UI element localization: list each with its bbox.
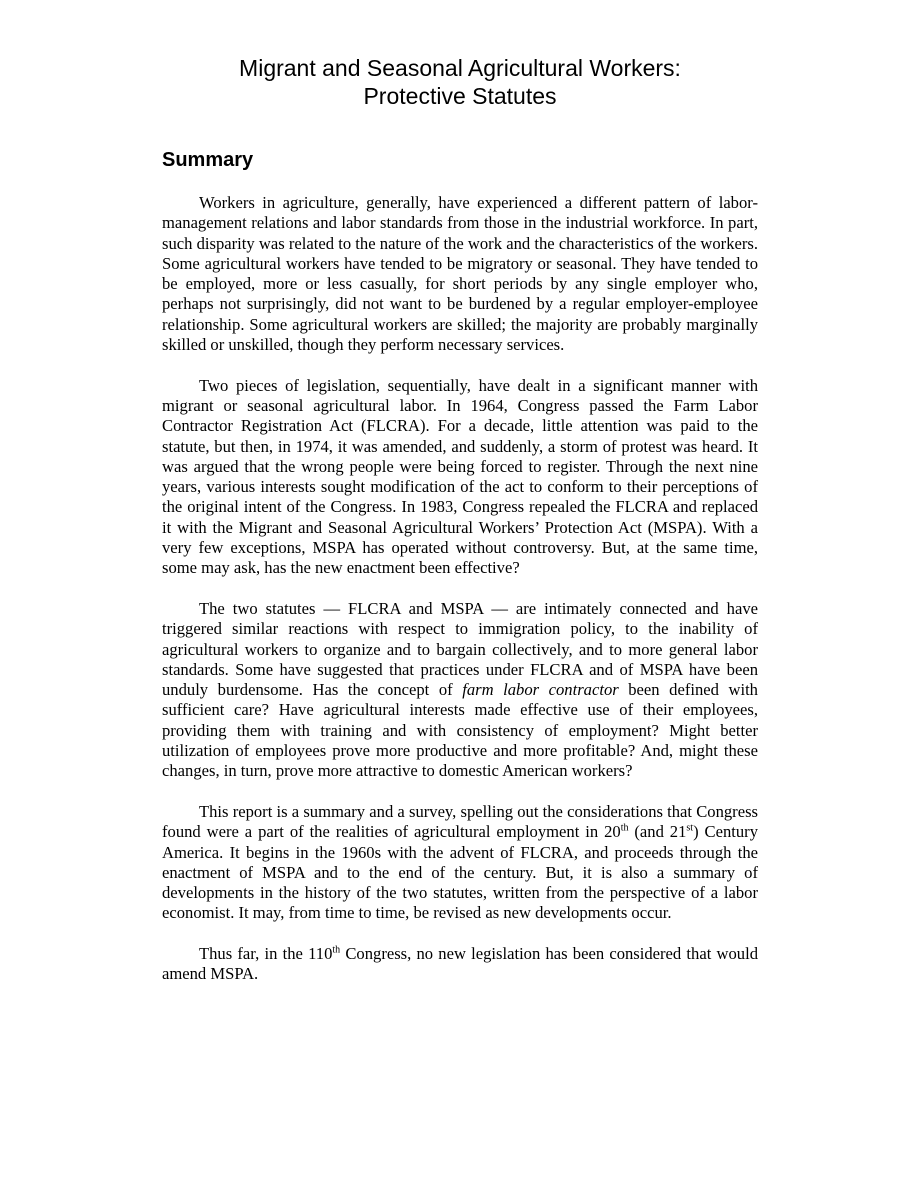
superscript-st: st <box>686 822 694 834</box>
document-title <box>162 54 758 110</box>
italic-term: farm labor contractor <box>462 680 619 700</box>
paragraph-4-text-a: This report is a summary and a survey, spelling out the considerations that Congress found were a part of the realities of agricultural employment in 20 <box>162 801 758 842</box>
paragraph-1: Workers in agriculture, generally, have experienced a different pattern of labor-management relations and labor standards from those in the industrial workforce. In part, such disparity was related to the nature of the work and the characteristics of the workers. Some agricultural workers have tended to be migratory or seasonal. They have tended to be employed, more or less casually, for short periods by any single employer who, perhaps not surprisingly, did not want to be burdened by a regular employer-employee relationship. Some agricultural workers are skilled; the majority are probably marginally skilled or unskilled, though they perform necessary services. <box>162 193 758 355</box>
paragraph-5 <box>162 944 758 985</box>
superscript-th: th <box>620 822 629 834</box>
paragraph-3-text-b: been defined with sufficient care? Have agricultural interests made effective use of their employees, providing them with training and with consistency of employment? Might better utilization of employees prove more productive and more profitable? And, might these changes, in turn, prove more attractive to domestic American workers? <box>162 680 758 781</box>
title-line-1: Migrant and Seasonal Agricultural Workers: <box>239 55 681 81</box>
summary-body <box>162 193 758 1005</box>
paragraph-4 <box>162 802 758 924</box>
paragraph-3 <box>162 599 758 782</box>
superscript-th-2: th <box>332 944 341 956</box>
paragraph-5-text-a: Thus far, in the 110 <box>199 943 333 963</box>
paragraph-3-text-a: The two statutes — FLCRA and MSPA — are intimately connected and have triggered similar reactions with respect to immigration policy, to the inability of agricultural workers to organize and to bargain collectively, and to more general labor standards. Some have suggested that practices under FLCRA and of MSPA have been unduly burdensome. Has the concept of <box>162 598 758 700</box>
paragraph-4-text-c: ) Century America. It begins in the 1960s with the advent of FLCRA, and proceeds through the enactment of MSPA and to the end of the century. But, it is also a summary of developments in the history of the two statutes, written from the perspective of a labor economist. It may, from time to time, be revised as new developments occur. <box>162 822 758 923</box>
paragraph-5-text-b: Congress, no new legislation has been considered that would amend MSPA. <box>162 943 758 984</box>
section-heading-summary: Summary <box>162 149 254 171</box>
paragraph-2: Two pieces of legislation, sequentially, have dealt in a significant manner with migrant or seasonal agricultural labor. In 1964, Congress passed the Farm Labor Contractor Registration Act (FLCRA). For a decade, little attention was paid to the statute, but then, in 1974, it was amended, and suddenly, a storm of protest was heard. It was argued that the wrong people were being forced to register. Through the next nine years, various interests sought modification of the act to conform to their perceptions of the original intent of the Congress. In 1983, Congress repealed the FLCRA and replaced it with the Migrant and Seasonal Agricultural Workers’ Protection Act (MSPA). With a very few exceptions, MSPA has operated without controversy. But, at the same time, some may ask, has the new enactment been effective? <box>162 375 758 578</box>
paragraph-4-text-b: (and 21 <box>628 822 687 842</box>
title-line-2: Protective Statutes <box>363 83 557 109</box>
